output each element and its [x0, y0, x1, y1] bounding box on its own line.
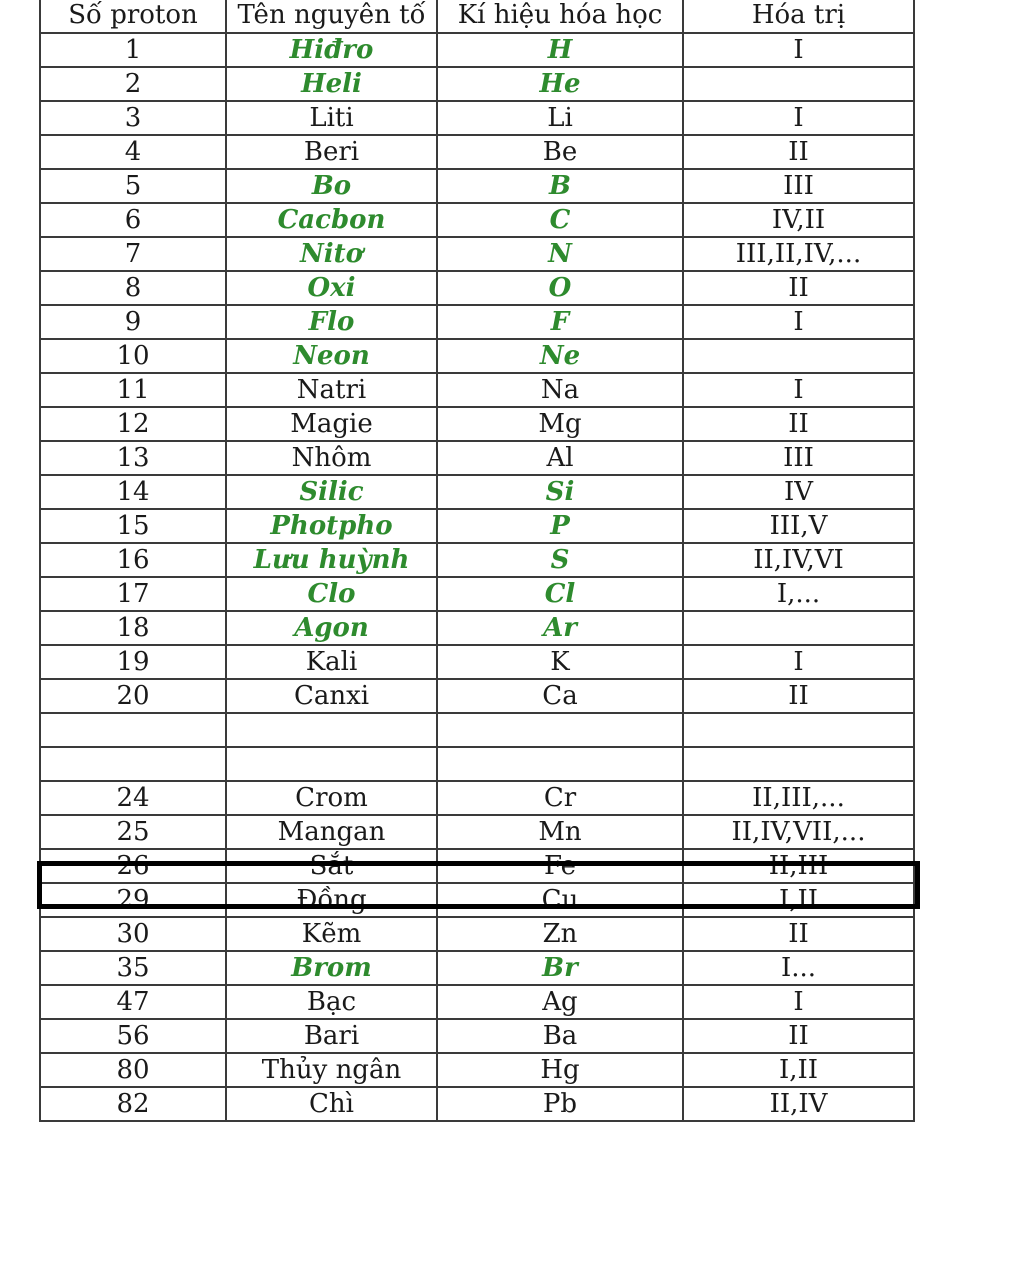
table-row [40, 237, 914, 271]
cell-element-name: Flo [226, 305, 437, 339]
table-row [40, 373, 914, 407]
table-row [40, 815, 914, 849]
cell-valence: III [683, 169, 914, 203]
cell-symbol: Ne [437, 339, 683, 373]
cell-symbol: Mn [437, 815, 683, 849]
table-row [40, 305, 914, 339]
table-row [40, 271, 914, 305]
table-row [40, 917, 914, 951]
cell-proton: 18 [40, 611, 226, 645]
table-row [40, 407, 914, 441]
header-row [40, 0, 914, 33]
cell-symbol: Br [437, 951, 683, 985]
cell-element-name: Kali [226, 645, 437, 679]
cell-element-name [226, 747, 437, 781]
table-row [40, 679, 914, 713]
cell-proton: 9 [40, 305, 226, 339]
cell-valence: I [683, 985, 914, 1019]
cell-proton: 14 [40, 475, 226, 509]
cell-valence: I [683, 101, 914, 135]
cell-valence [683, 67, 914, 101]
cell-proton: 25 [40, 815, 226, 849]
cell-valence: II,III,... [683, 781, 914, 815]
cell-proton: 82 [40, 1087, 226, 1121]
cell-proton: 16 [40, 543, 226, 577]
cell-valence: II,IV,VII,... [683, 815, 914, 849]
table-row [40, 577, 914, 611]
cell-proton: 6 [40, 203, 226, 237]
cell-proton: 15 [40, 509, 226, 543]
cell-proton: 8 [40, 271, 226, 305]
table-row [40, 543, 914, 577]
cell-symbol: N [437, 237, 683, 271]
table-row [40, 611, 914, 645]
table-row [40, 747, 914, 781]
cell-valence: I [683, 373, 914, 407]
table-row [40, 985, 914, 1019]
cell-valence: III,V [683, 509, 914, 543]
cell-valence: I,... [683, 577, 914, 611]
cell-element-name: Magie [226, 407, 437, 441]
cell-element-name: Sắt [226, 849, 437, 883]
cell-symbol: Cu [437, 883, 683, 917]
header-valence: Hóa trị [683, 0, 914, 33]
cell-valence [683, 747, 914, 781]
table-row [40, 1053, 914, 1087]
cell-proton: 24 [40, 781, 226, 815]
cell-symbol: Ag [437, 985, 683, 1019]
cell-symbol: Al [437, 441, 683, 475]
cell-proton: 3 [40, 101, 226, 135]
cell-valence: I [683, 305, 914, 339]
table-row [40, 67, 914, 101]
cell-symbol: He [437, 67, 683, 101]
table-row [40, 849, 914, 883]
cell-valence: III,II,IV,... [683, 237, 914, 271]
cell-proton: 11 [40, 373, 226, 407]
cell-symbol: B [437, 169, 683, 203]
cell-element-name: Nitơ [226, 237, 437, 271]
cell-symbol [437, 747, 683, 781]
cell-symbol: Li [437, 101, 683, 135]
cell-proton: 4 [40, 135, 226, 169]
cell-proton: 30 [40, 917, 226, 951]
cell-symbol: O [437, 271, 683, 305]
cell-element-name: Nhôm [226, 441, 437, 475]
table-row [40, 339, 914, 373]
cell-proton: 1 [40, 33, 226, 67]
cell-valence [683, 611, 914, 645]
table-row [40, 33, 914, 67]
cell-symbol: Ca [437, 679, 683, 713]
cell-element-name: Lưu huỳnh [226, 543, 437, 577]
cell-element-name: Silic [226, 475, 437, 509]
cell-proton: 5 [40, 169, 226, 203]
cell-element-name: Chì [226, 1087, 437, 1121]
cell-proton: 13 [40, 441, 226, 475]
cell-element-name: Brom [226, 951, 437, 985]
table-row [40, 441, 914, 475]
table-row [40, 1019, 914, 1053]
table-row [40, 135, 914, 169]
header-proton: Số proton [40, 0, 226, 33]
cell-valence: II [683, 407, 914, 441]
cell-element-name: Natri [226, 373, 437, 407]
cell-valence: II [683, 679, 914, 713]
cell-symbol: Pb [437, 1087, 683, 1121]
cell-valence [683, 713, 914, 747]
cell-element-name: Neon [226, 339, 437, 373]
cell-symbol [437, 713, 683, 747]
cell-element-name: Canxi [226, 679, 437, 713]
cell-symbol: S [437, 543, 683, 577]
table-row [40, 475, 914, 509]
cell-symbol: Zn [437, 917, 683, 951]
cell-valence [683, 339, 914, 373]
table-row [40, 101, 914, 135]
cell-element-name: Clo [226, 577, 437, 611]
cell-element-name: Photpho [226, 509, 437, 543]
cell-element-name: Crom [226, 781, 437, 815]
cell-proton [40, 713, 226, 747]
cell-element-name: Liti [226, 101, 437, 135]
cell-valence: II [683, 135, 914, 169]
cell-valence: IV [683, 475, 914, 509]
cell-valence: II [683, 1019, 914, 1053]
cell-element-name: Beri [226, 135, 437, 169]
cell-element-name: Cacbon [226, 203, 437, 237]
cell-valence: I [683, 645, 914, 679]
cell-element-name: Thủy ngân [226, 1053, 437, 1087]
cell-symbol: Si [437, 475, 683, 509]
cell-element-name [226, 713, 437, 747]
cell-element-name: Bari [226, 1019, 437, 1053]
cell-valence: II,IV,VI [683, 543, 914, 577]
cell-proton: 80 [40, 1053, 226, 1087]
cell-proton [40, 747, 226, 781]
cell-proton: 47 [40, 985, 226, 1019]
cell-proton: 2 [40, 67, 226, 101]
table-row [40, 509, 914, 543]
cell-valence: I... [683, 951, 914, 985]
cell-proton: 20 [40, 679, 226, 713]
element-table [39, 0, 915, 1122]
cell-element-name: Đồng [226, 883, 437, 917]
table-row [40, 645, 914, 679]
cell-valence: I [683, 33, 914, 67]
cell-proton: 7 [40, 237, 226, 271]
cell-symbol: Ba [437, 1019, 683, 1053]
cell-valence: II [683, 271, 914, 305]
cell-valence: I,II [683, 1053, 914, 1087]
cell-symbol: F [437, 305, 683, 339]
cell-symbol: Fe [437, 849, 683, 883]
cell-element-name: Bạc [226, 985, 437, 1019]
cell-symbol: H [437, 33, 683, 67]
header-element-name: Tên nguyên tố [226, 0, 437, 33]
cell-element-name: Bo [226, 169, 437, 203]
header-symbol: Kí hiệu hóa học [437, 0, 683, 33]
cell-proton: 10 [40, 339, 226, 373]
cell-proton: 35 [40, 951, 226, 985]
cell-valence: IV,II [683, 203, 914, 237]
table-row [40, 883, 914, 917]
cell-valence: I,II [683, 883, 914, 917]
cell-symbol: Cl [437, 577, 683, 611]
cell-proton: 19 [40, 645, 226, 679]
cell-proton: 56 [40, 1019, 226, 1053]
table-row [40, 713, 914, 747]
cell-proton: 12 [40, 407, 226, 441]
table-row [40, 1087, 914, 1121]
cell-proton: 29 [40, 883, 226, 917]
cell-symbol: Ar [437, 611, 683, 645]
table-row [40, 169, 914, 203]
cell-element-name: Kẽm [226, 917, 437, 951]
cell-symbol: Hg [437, 1053, 683, 1087]
cell-symbol: C [437, 203, 683, 237]
table-row [40, 203, 914, 237]
cell-element-name: Oxi [226, 271, 437, 305]
cell-symbol: P [437, 509, 683, 543]
cell-valence: III [683, 441, 914, 475]
cell-element-name: Heli [226, 67, 437, 101]
cell-element-name: Agon [226, 611, 437, 645]
cell-valence: II,IV [683, 1087, 914, 1121]
cell-symbol: K [437, 645, 683, 679]
cell-symbol: Na [437, 373, 683, 407]
cell-symbol: Cr [437, 781, 683, 815]
cell-element-name: Hiđro [226, 33, 437, 67]
table-row [40, 951, 914, 985]
cell-proton: 17 [40, 577, 226, 611]
cell-proton: 26 [40, 849, 226, 883]
cell-valence: II,III [683, 849, 914, 883]
cell-symbol: Be [437, 135, 683, 169]
cell-symbol: Mg [437, 407, 683, 441]
table-row [40, 781, 914, 815]
cell-element-name: Mangan [226, 815, 437, 849]
cell-valence: II [683, 917, 914, 951]
